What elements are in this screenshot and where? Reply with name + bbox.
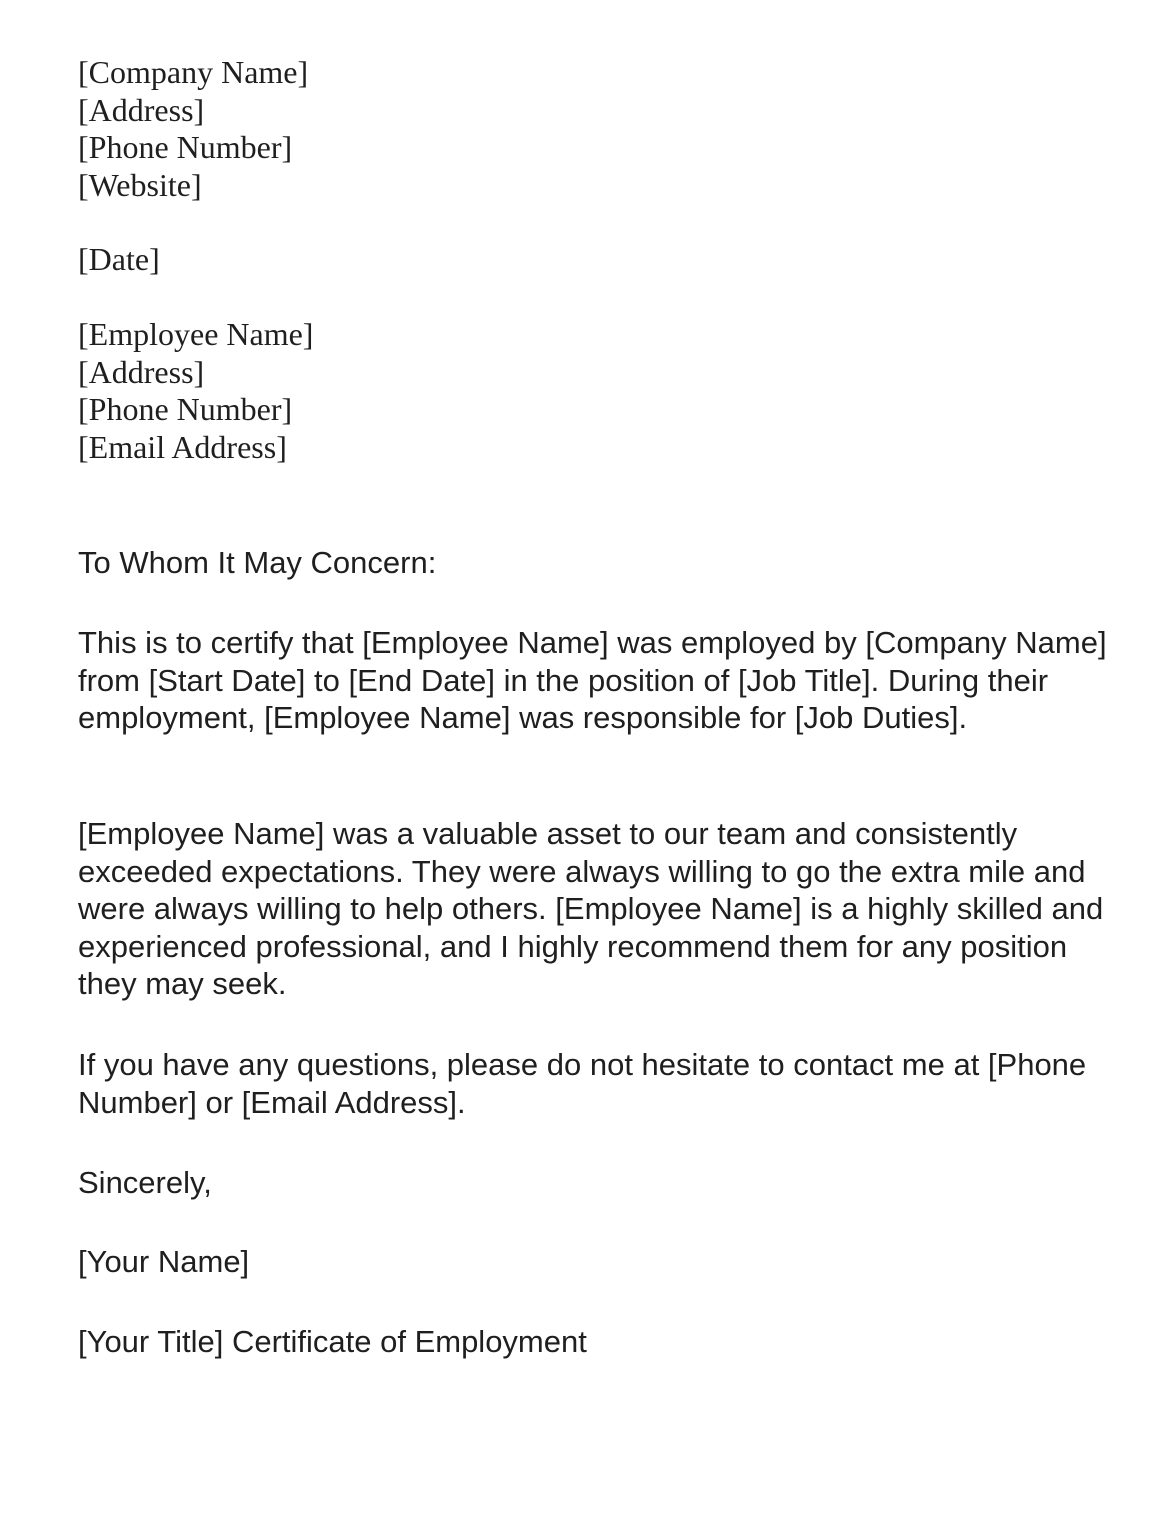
recipient-phone: [Phone Number]	[78, 391, 293, 427]
signature-name: [Your Name]	[78, 1244, 250, 1279]
recipient-address: [Address]	[78, 353, 205, 390]
closing: Sincerely,	[78, 1165, 212, 1200]
sender-block	[78, 54, 308, 204]
sender-address: [Address]	[78, 91, 205, 128]
recipient-email: [Email Address]	[78, 428, 287, 465]
signature-title-line: [Your Title] Certificate of Employment	[78, 1324, 587, 1359]
salutation: To Whom It May Concern:	[78, 545, 437, 580]
recipient-employee-name: [Employee Name]	[78, 316, 314, 352]
sender-website: [Website]	[78, 166, 202, 203]
body-paragraph-recommendation: [Employee Name] was a valuable asset to our team and consistently exceeded expectations. They were always willing to go the extra mile and were always willing to help others. [Employee Name] is a highly skilled and experienced professional, and I highly recommend them for any position they may seek.	[78, 816, 1104, 1002]
recipient-block	[78, 316, 313, 466]
letter-date: [Date]	[78, 241, 160, 277]
sender-company-name: [Company Name]	[78, 54, 309, 90]
body-paragraph-contact: If you have any questions, please do not hesitate to contact me at [Phone Number] or [Email Address].	[78, 1047, 1087, 1120]
date-block	[78, 241, 160, 279]
body-paragraph-certification: This is to certify that [Employee Name] was employed by [Company Name] from [Start Date] to [End Date] in the position of [Job Title]. During their employment, [Employee Name] was responsible for [Job Duties].	[78, 625, 1107, 736]
sender-phone: [Phone Number]	[78, 129, 293, 165]
